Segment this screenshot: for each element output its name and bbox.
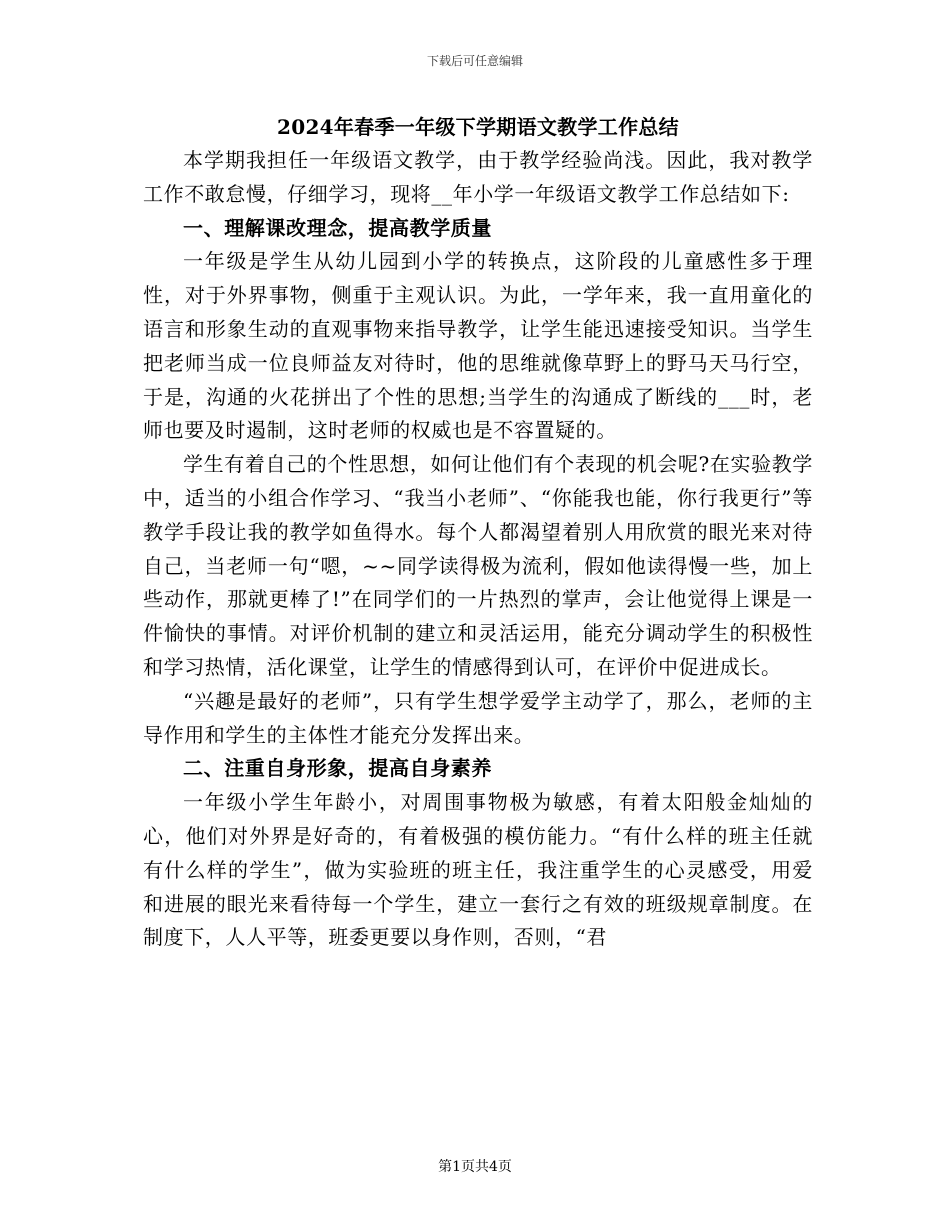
intro-paragraph: 本学期我担任一年级语文教学，由于教学经验尚浅。因此，我对教学工作不敢怠慢，仔细学习，现将__年小学一年级语文教学工作总结如下: bbox=[143, 148, 813, 206]
section-1-paragraph-3: “兴趣是最好的老师”，只有学生想学爱学主动学了，那么，老师的主导作用和学生的主体性才能充分发挥出来。 bbox=[143, 688, 813, 747]
page-header-note: 下载后可任意编辑 bbox=[426, 54, 523, 68]
section-1-paragraph-1: 一年级是学生从幼儿园到小学的转换点，这阶段的儿童感性多于理性，对于外界事物，侧重于主观认识。为此，一学年来，我一直用童化的语言和形象生动的直观事物来指导教学，让学生能迅速接受知识。当学生把老师当成一位良师益友对待时，他的思维就像草野上的野马天马行空，于是，沟通的火花拼出了个性的思想;当学生的沟通成了断线的___时，老师也要及时遏制，这时老师的权威也是不容置疑的。 bbox=[143, 249, 813, 443]
section-1-heading: 一、理解课改理念，提高教学质量 bbox=[183, 215, 492, 240]
document-body bbox=[143, 110, 813, 955]
page-number: 第1页共4页 bbox=[438, 1159, 512, 1175]
section-2-heading: 二、注重自身形象，提高自身素养 bbox=[183, 756, 492, 781]
document-title: 2024年春季一年级下学期语文教学工作总结 bbox=[277, 115, 679, 139]
section-1-paragraph-2: 学生有着自己的个性思想，如何让他们有个表现的机会呢?在实验教学中，适当的小组合作学习、“我当小老师”、“你能我也能，你行我更行”等教学手段让我的教学如鱼得水。每个人都渴望着别人用欣赏的眼光来对待自己，当老师一句“嗯，~~同学读得极为流利，假如他读得慢一些，加上些动作，那就更棒了!”在同学们的一片热烈的掌声，会让他觉得上课是一件愉快的事情。对评价机制的建立和灵活运用，能充分调动学生的积极性和学习热情，活化课堂，让学生的情感得到认可，在评价中促进成长。 bbox=[143, 452, 813, 679]
section-2-paragraph-1: 一年级小学生年龄小，对周围事物极为敏感，有着太阳般金灿灿的心，他们对外界是好奇的，有着极强的模仿能力。“有什么样的班主任就有什么样的学生”，做为实验班的班主任，我注重学生的心灵感受，用爱和进展的眼光来看待每一个学生，建立一套行之有效的班级规章制度。在制度下，人人平等，班委更要以身作则，否则，“君 bbox=[143, 790, 813, 950]
